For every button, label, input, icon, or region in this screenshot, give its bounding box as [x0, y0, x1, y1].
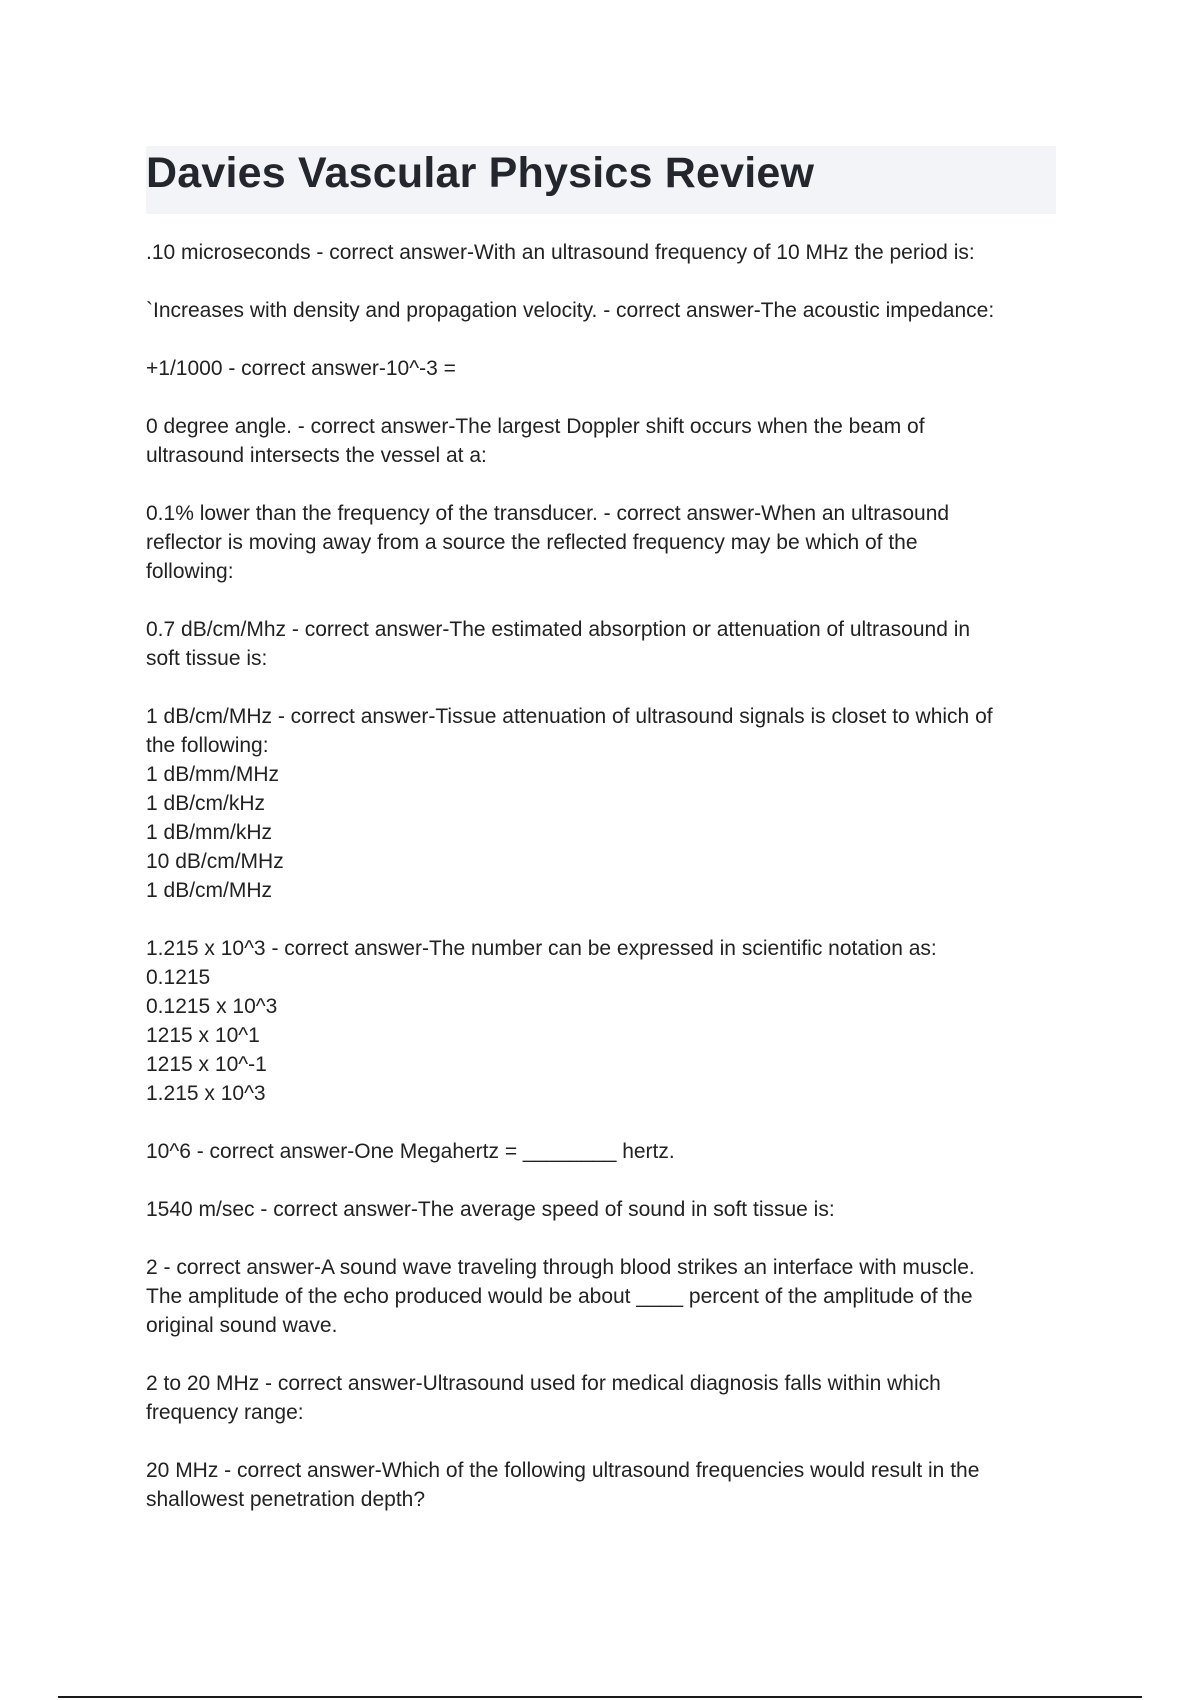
answer-option: 1 dB/mm/MHz — [146, 763, 280, 786]
answer-option: 1 dB/mm/kHz — [146, 821, 273, 844]
entry-line: 2 - correct answer-A sound wave traveling through blood strikes an interface with muscle. — [146, 1256, 975, 1279]
qa-entry — [146, 412, 1056, 470]
answer-option: 1215 x 10^-1 — [146, 1053, 267, 1076]
entry-line: ultrasound intersects the vessel at a: — [146, 444, 487, 467]
qa-entry — [146, 1456, 1056, 1514]
qa-entry — [146, 1253, 1056, 1340]
entry-line: shallowest penetration depth? — [146, 1488, 426, 1511]
answer-option: 1.215 x 10^3 — [146, 1082, 266, 1105]
qa-entry — [146, 1137, 1056, 1166]
qa-entry — [146, 354, 1056, 383]
answer-option: 1 dB/cm/MHz — [146, 879, 273, 902]
qa-entry — [146, 1195, 1056, 1224]
qa-entry — [146, 296, 1056, 325]
entry-line: 2 to 20 MHz - correct answer-Ultrasound used for medical diagnosis falls within which — [146, 1372, 941, 1395]
entry-line: The amplitude of the echo produced would be about ____ percent of the amplitude of the — [146, 1285, 973, 1308]
qa-entry — [146, 1369, 1056, 1427]
page-title: Davies Vascular Physics Review — [146, 149, 815, 197]
entry-line: reflector is moving away from a source the reflected frequency may be which of the — [146, 531, 918, 554]
entry-line: original sound wave. — [146, 1314, 338, 1337]
qa-entry — [146, 499, 1056, 586]
answer-option: 0.1215 — [146, 966, 211, 989]
qa-entry — [146, 934, 1056, 1108]
entry-line: 0.7 dB/cm/Mhz - correct answer-The estimated absorption or attenuation of ultrasound in — [146, 618, 971, 641]
entry-line: +1/1000 - correct answer-10^-3 = — [146, 357, 456, 380]
footer-divider — [58, 1696, 1142, 1698]
answer-option: 10 dB/cm/MHz — [146, 850, 284, 873]
entry-line: 0 degree angle. - correct answer-The largest Doppler shift occurs when the beam of — [146, 415, 925, 438]
entry-line: `Increases with density and propagation velocity. - correct answer-The acoustic impedance: — [146, 299, 995, 322]
question-list — [146, 238, 1056, 1543]
answer-option: 1 dB/cm/kHz — [146, 792, 266, 815]
answer-option: 1215 x 10^1 — [146, 1024, 260, 1047]
entry-line: soft tissue is: — [146, 647, 268, 670]
entry-line: 0.1% lower than the frequency of the transducer. - correct answer-When an ultrasound — [146, 502, 950, 525]
qa-entry — [146, 615, 1056, 673]
entry-line: .10 microseconds - correct answer-With an ultrasound frequency of 10 MHz the period is: — [146, 241, 975, 264]
entry-line: 1540 m/sec - correct answer-The average speed of sound in soft tissue is: — [146, 1198, 835, 1221]
entry-line: 1.215 x 10^3 - correct answer-The number can be expressed in scientific notation as: — [146, 937, 937, 960]
answer-option: 0.1215 x 10^3 — [146, 995, 278, 1018]
entry-line: 10^6 - correct answer-One Megahertz = ________ hertz. — [146, 1140, 675, 1163]
entry-line: following: — [146, 560, 234, 583]
entry-line: frequency range: — [146, 1401, 304, 1424]
qa-entry — [146, 702, 1056, 905]
entry-line: 1 dB/cm/MHz - correct answer-Tissue attenuation of ultrasound signals is closet to which of — [146, 705, 993, 728]
qa-entry — [146, 238, 1056, 267]
entry-line: the following: — [146, 734, 269, 757]
entry-line: 20 MHz - correct answer-Which of the following ultrasound frequencies would result in the — [146, 1459, 980, 1482]
